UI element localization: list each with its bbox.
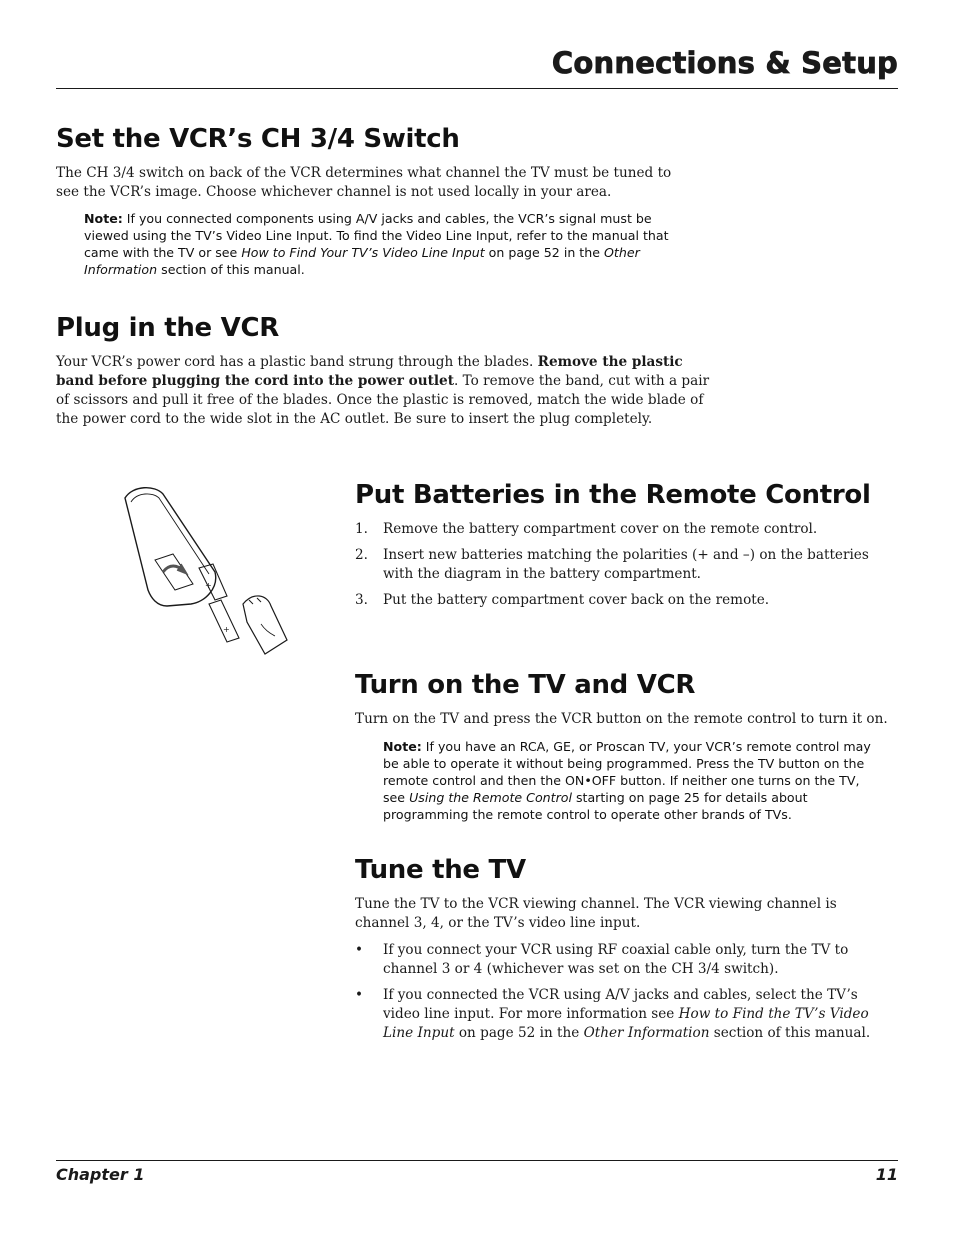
section-body: Tune the TV to the VCR viewing channel. The VCR viewing channel is channel 3, 4, or the TV’s video line input. — [355, 896, 837, 931]
note-text: starting on page 25 for details about programming the remote control to operate other brands of TVs. — [383, 790, 808, 822]
bullet-text: section of this manual. — [709, 1025, 871, 1041]
section-heading: Put Batteries in the Remote Control — [355, 480, 871, 510]
bullet-reference: Other Information — [583, 1025, 710, 1041]
section-heading: Plug in the VCR — [56, 313, 279, 343]
note-reference: How to Find Your TV’s Video Line Input — [241, 245, 485, 260]
bullet-reference: How to Find the TV’s Video Line Input — [383, 1006, 869, 1041]
bullet-list — [355, 941, 895, 1043]
section-body: The CH 3/4 switch on back of the VCR determines what channel the TV must be tuned to see the VCR’s image. Choose whichever channel is not used locally in your area. — [56, 165, 672, 200]
body-text: Your VCR’s power cord has a plastic band strung through the blades. — [56, 354, 538, 370]
note-text: on page 52 in the — [484, 245, 604, 260]
bullet-text: If you connected the VCR using A/V jacks and cables, select the TV’s video line input. For more information see — [383, 987, 858, 1022]
section-heading: Turn on the TV and VCR — [355, 670, 696, 700]
step-text: Insert new batteries matching the polarities (+ and –) on the batteries with the diagram in the battery compartment. — [383, 547, 869, 582]
section-body — [56, 353, 716, 429]
remote-battery-illustration-icon — [115, 480, 300, 660]
step-number: 1. — [355, 521, 368, 537]
footer-rule — [56, 1160, 898, 1161]
section-turn-on — [355, 670, 895, 823]
note-text: If you connected components using A/V jacks and cables, the VCR’s signal must be viewed using the TV’s Video Line Input. To find the Video Line Input, refer to the manual that came with the TV or see — [84, 211, 669, 260]
svg-text:+: + — [223, 625, 230, 634]
footer-page-number: 11 — [875, 1165, 898, 1184]
list-item — [355, 986, 895, 1043]
note-text: If you have an RCA, GE, or Proscan TV, your VCR’s remote control may be able to operate it without being programmed. Press the TV button on the remote control and then the ON•OFF button. If neither one turns on the TV, see — [383, 739, 871, 805]
list-item — [355, 520, 895, 539]
note-reference: Other Information — [84, 245, 640, 277]
note-label: Note: — [383, 739, 422, 754]
list-item — [355, 941, 895, 979]
section-tune-tv — [355, 855, 895, 1050]
steps-list — [355, 520, 895, 610]
section-heading: Set the VCR’s CH 3/4 Switch — [56, 124, 460, 154]
note — [84, 210, 674, 278]
body-bold-text: Remove the plastic band before plugging the cord into the power outlet — [56, 354, 683, 389]
note-label: Note: — [84, 211, 123, 226]
step-number: 3. — [355, 592, 368, 608]
footer-chapter: Chapter 1 — [56, 1165, 145, 1184]
step-number: 2. — [355, 547, 368, 563]
section-heading: Tune the TV — [355, 855, 526, 885]
bullet-text: If you connect your VCR using RF coaxial cable only, turn the TV to channel 3 or 4 (whichever was set on the CH 3/4 switch). — [383, 942, 849, 977]
bullet-marker: • — [355, 942, 364, 958]
note-text: section of this manual. — [157, 262, 305, 277]
step-text: Put the battery compartment cover back on the remote. — [383, 592, 770, 608]
section-ch34-switch — [56, 124, 696, 278]
note-reference: Using the Remote Control — [409, 790, 572, 805]
note — [383, 738, 883, 823]
section-body: Turn on the TV and press the VCR button on the remote control to turn it on. — [355, 711, 888, 727]
step-text: Remove the battery compartment cover on the remote control. — [383, 521, 818, 537]
list-item — [355, 591, 895, 610]
page-header-title: Connections & Setup — [551, 46, 898, 80]
list-item — [355, 546, 895, 584]
header-rule — [56, 88, 898, 89]
section-plug-in-vcr — [56, 313, 716, 437]
section-batteries — [355, 480, 895, 617]
svg-text:+: + — [205, 581, 212, 590]
bullet-text: on page 52 in the — [454, 1025, 584, 1041]
bullet-marker: • — [355, 987, 364, 1003]
body-text: . To remove the band, cut with a pair of scissors and pull it free of the blades. Once the plastic is removed, match the wide blade of the power cord to the wide slot in the AC outlet. Be sure to insert the plug completely. — [56, 373, 710, 427]
